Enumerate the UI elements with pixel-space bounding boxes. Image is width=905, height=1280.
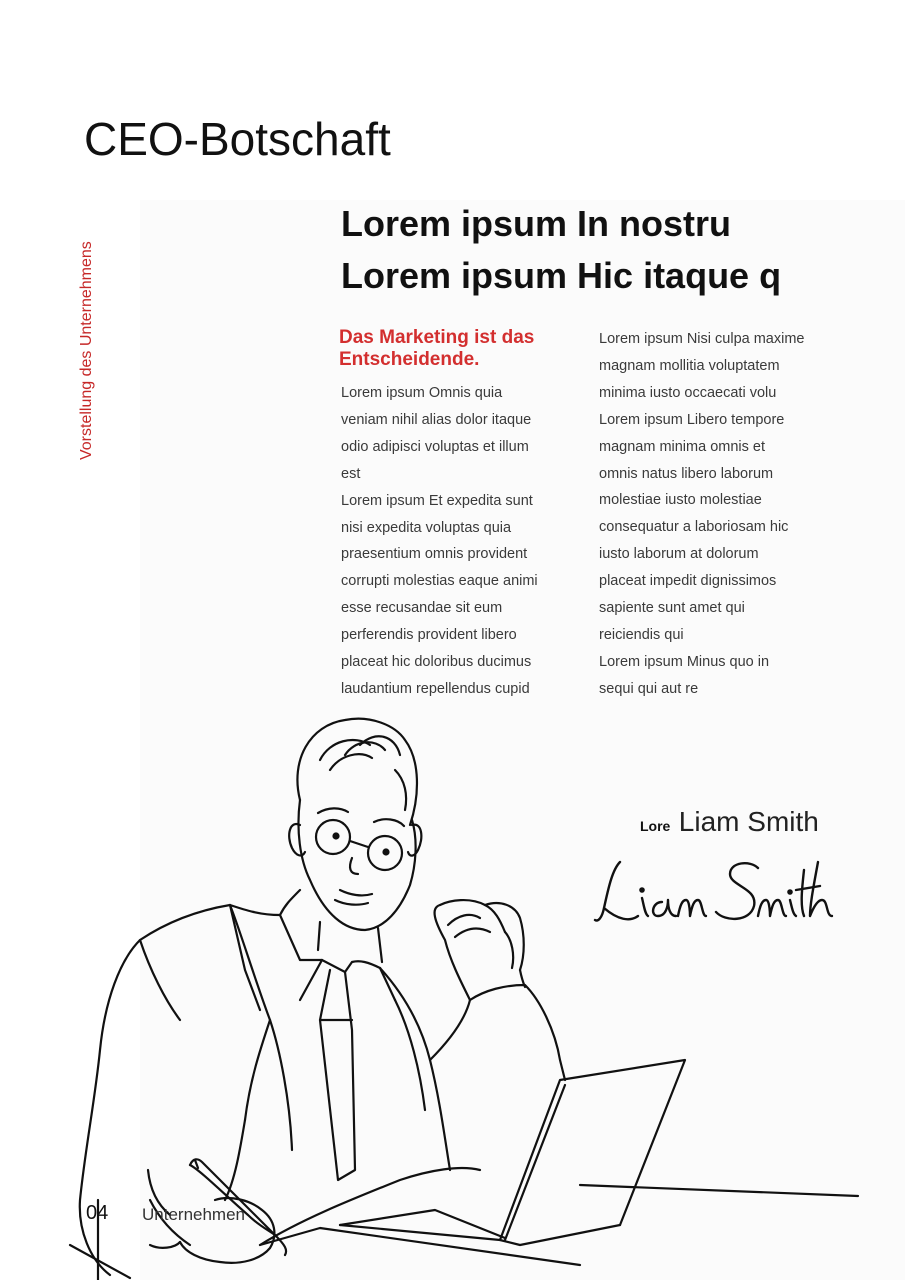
- footer-section-name: Unternehmen: [142, 1205, 246, 1224]
- body-text-line: laudantium repellendus cupid: [341, 680, 530, 697]
- body-text-line: Lorem ipsum Minus quo in: [599, 653, 770, 670]
- page-number: 04: [86, 1202, 109, 1224]
- body-text-line: sapiente sunt amet qui: [599, 600, 745, 617]
- subheading: Das Marketing ist das Entscheidende.: [339, 327, 535, 370]
- body-text-line: corrupti molestias eaque animi: [341, 573, 538, 590]
- body-text-line: perferendis provident libero: [341, 627, 517, 644]
- body-text-line: magnam minima omnis et: [599, 438, 765, 455]
- body-text-line: odio adipisci voluptas et illum: [341, 438, 529, 455]
- body-text-line: iusto laborum at dolorum: [599, 546, 759, 563]
- body-text-line: placeat hic doloribus ducimus: [341, 654, 532, 671]
- page-title: CEO-Botschaft: [84, 113, 391, 165]
- body-text-line: sequi qui aut re: [599, 680, 699, 697]
- body-text-line: minima iusto occaecati volu: [599, 384, 777, 401]
- businessman-illustration: [0, 700, 905, 1280]
- body-text-line: esse recusandae sit eum: [341, 600, 503, 617]
- body-text-line: veniam nihil alias dolor itaque: [341, 411, 532, 428]
- body-text-line: Lorem ipsum Et expedita sunt: [341, 492, 533, 509]
- handwritten-signature: [590, 850, 840, 940]
- body-text-line: nisi expedita voluptas quia: [341, 519, 512, 536]
- body-text-line: consequatur a laboriosam hic: [599, 519, 789, 536]
- body-text-line: reiciendis qui: [599, 626, 684, 643]
- headline-line-2: Lorem ipsum Hic itaque q: [341, 255, 782, 296]
- body-text-line: praesentium omnis provident: [341, 546, 528, 563]
- headline-line-1: Lorem ipsum In nostru: [341, 203, 732, 244]
- body-text-line: est: [341, 465, 361, 482]
- body-column-right: [599, 326, 829, 703]
- body-text-line: Lorem ipsum Nisi culpa maxime: [599, 331, 805, 347]
- signatory-name: [640, 806, 819, 838]
- body-text-line: omnis natus libero laborum: [599, 465, 774, 482]
- body-text-line: molestiae iusto molestiae: [599, 492, 762, 509]
- headline: [341, 198, 861, 302]
- body-text-line: Lorem ipsum Omnis quia: [341, 385, 503, 401]
- body-text-line: magnam mollitia voluptatem: [599, 357, 780, 374]
- side-section-label: Vorstellung des Unternehmens: [78, 241, 95, 460]
- signatory-prefix: Lore: [640, 818, 671, 834]
- body-column-left: [341, 380, 571, 703]
- body-text-line: placeat impedit dignissimos: [599, 573, 777, 590]
- signatory-fullname: Liam Smith: [678, 806, 819, 837]
- body-text-line: Lorem ipsum Libero tempore: [599, 411, 785, 428]
